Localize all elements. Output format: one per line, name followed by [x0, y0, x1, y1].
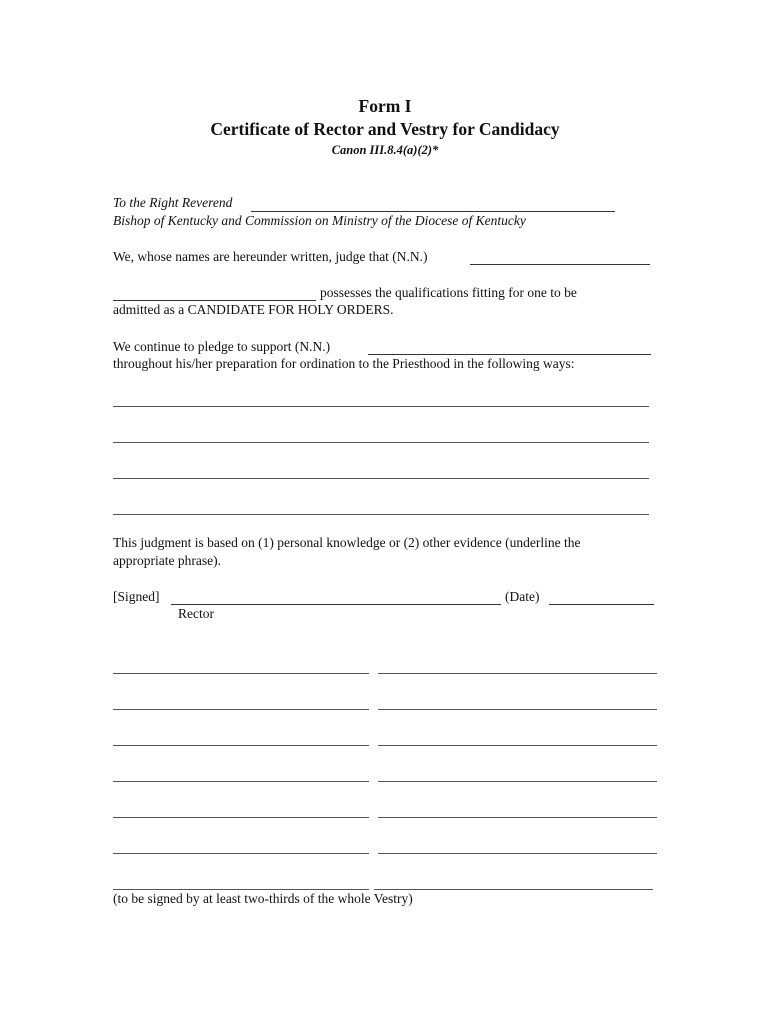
- vestry-signature-right-1[interactable]: [378, 673, 657, 674]
- vestry-signature-left-3[interactable]: [113, 745, 369, 746]
- vestry-signature-right-5[interactable]: [378, 817, 657, 818]
- vestry-signature-left-2[interactable]: [113, 709, 369, 710]
- candidate-text: admitted as a CANDIDATE FOR HOLY ORDERS.: [113, 302, 394, 317]
- vestry-signature-right-7[interactable]: [374, 889, 653, 890]
- date-field[interactable]: [549, 604, 654, 605]
- vestry-signature-left-4[interactable]: [113, 781, 369, 782]
- judgment-basis-text: This judgment is based on (1) personal knowledge or (2) other evidence (underline the: [113, 535, 581, 550]
- vestry-signature-left-7[interactable]: [113, 889, 369, 890]
- support-line-1[interactable]: [113, 406, 649, 407]
- nn-name-field-1[interactable]: [470, 264, 650, 265]
- pledge-text: We continue to pledge to support (N.N.): [113, 339, 331, 354]
- rector-signature-field[interactable]: [171, 604, 501, 605]
- rector-label: Rector: [178, 606, 214, 621]
- canon-reference: Canon III.8.4(a)(2)*: [331, 143, 439, 157]
- support-line-2[interactable]: [113, 442, 649, 443]
- vestry-signature-left-6[interactable]: [113, 853, 369, 854]
- form-label: Form I: [358, 96, 412, 116]
- vestry-signature-right-6[interactable]: [378, 853, 657, 854]
- vestry-signature-left-1[interactable]: [113, 673, 369, 674]
- judgment-intro: We, whose names are hereunder written, judge that (N.N.): [113, 249, 428, 264]
- vestry-signature-right-3[interactable]: [378, 745, 657, 746]
- qualifications-text: possesses the qualifications fitting for one to be: [320, 285, 577, 300]
- vestry-signature-left-5[interactable]: [113, 817, 369, 818]
- signed-label: [Signed]: [113, 589, 160, 604]
- support-line-4[interactable]: [113, 514, 649, 515]
- vestry-note: (to be signed by at least two-thirds of the whole Vestry): [113, 891, 413, 906]
- date-label: (Date): [505, 589, 540, 604]
- judgment-basis-text-2: appropriate phrase).: [113, 553, 221, 568]
- page-title: Certificate of Rector and Vestry for Candidacy: [210, 119, 560, 139]
- bishop-name-field[interactable]: [251, 211, 615, 212]
- support-line-3[interactable]: [113, 478, 649, 479]
- vestry-signature-right-4[interactable]: [378, 781, 657, 782]
- vestry-signature-right-2[interactable]: [378, 709, 657, 710]
- preparation-text: throughout his/her preparation for ordination to the Priesthood in the following ways:: [113, 356, 575, 371]
- address-line-2: Bishop of Kentucky and Commission on Ministry of the Diocese of Kentucky: [113, 213, 526, 228]
- address-line-1: To the Right Reverend: [113, 195, 233, 210]
- nn-name-field-3[interactable]: [368, 354, 651, 355]
- nn-name-field-2[interactable]: [113, 300, 316, 301]
